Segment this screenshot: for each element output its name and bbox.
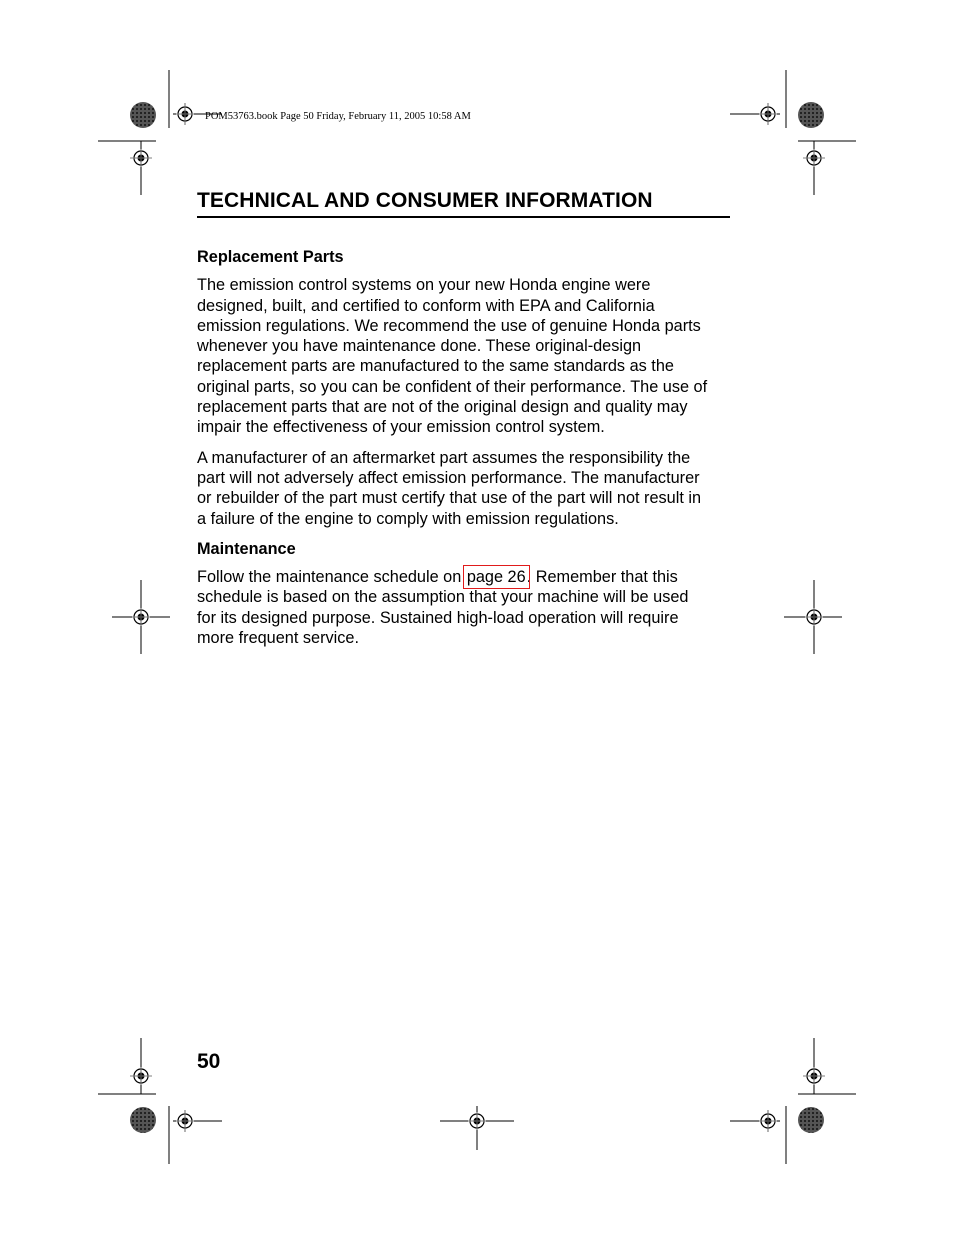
page-number: 50 — [197, 1050, 221, 1073]
page-content — [197, 247, 737, 658]
text-line: for its designed purpose. Sustained high-load operation will require — [197, 608, 679, 627]
text-line — [197, 567, 737, 587]
text-line: emission regulations. We recommend the use of genuine Honda parts — [197, 316, 701, 335]
replacement-paragraph-2 — [197, 448, 737, 529]
text-line: The emission control systems on your new Honda engine were — [197, 276, 651, 295]
text-fragment: . Remember that this — [526, 568, 678, 587]
text-line: replacement parts that are not of the original design and quality may — [197, 398, 688, 417]
printer-header: POM53763.book Page 50 Friday, February 11, 2005 10:58 AM — [205, 111, 471, 122]
section-title: TECHNICAL AND CONSUMER INFORMATION — [197, 189, 730, 218]
text-line: original parts, so you can be confident of their performance. The use of — [197, 377, 708, 396]
maintenance-paragraph — [197, 567, 737, 648]
text-line: A manufacturer of an aftermarket part assumes the responsibility the — [197, 448, 691, 467]
text-fragment: Follow the maintenance schedule on — [197, 568, 466, 587]
text-line: or rebuilder of the part must certify that use of the part will not result in — [197, 489, 702, 508]
text-line: replacement parts are manufactured to the same standards as the — [197, 357, 674, 376]
maintenance-heading: Maintenance — [197, 539, 296, 558]
text-line: schedule is based on the assumption that your machine will be used — [197, 588, 689, 607]
page-26-link[interactable]: page 26 — [466, 568, 526, 587]
text-line: more frequent service. — [197, 629, 359, 648]
replacement-paragraph-1 — [197, 275, 737, 437]
text-line: part will not adversely affect emission performance. The manufacturer — [197, 468, 700, 487]
text-line: a failure of the engine to comply with emission regulations. — [197, 509, 619, 528]
replacement-parts-heading: Replacement Parts — [197, 248, 344, 266]
text-line: whenever you have maintenance done. These original-design — [197, 337, 642, 356]
text-line: designed, built, and certified to conform with EPA and California — [197, 296, 655, 315]
text-line: impair the effectiveness of your emission control system. — [197, 418, 605, 437]
